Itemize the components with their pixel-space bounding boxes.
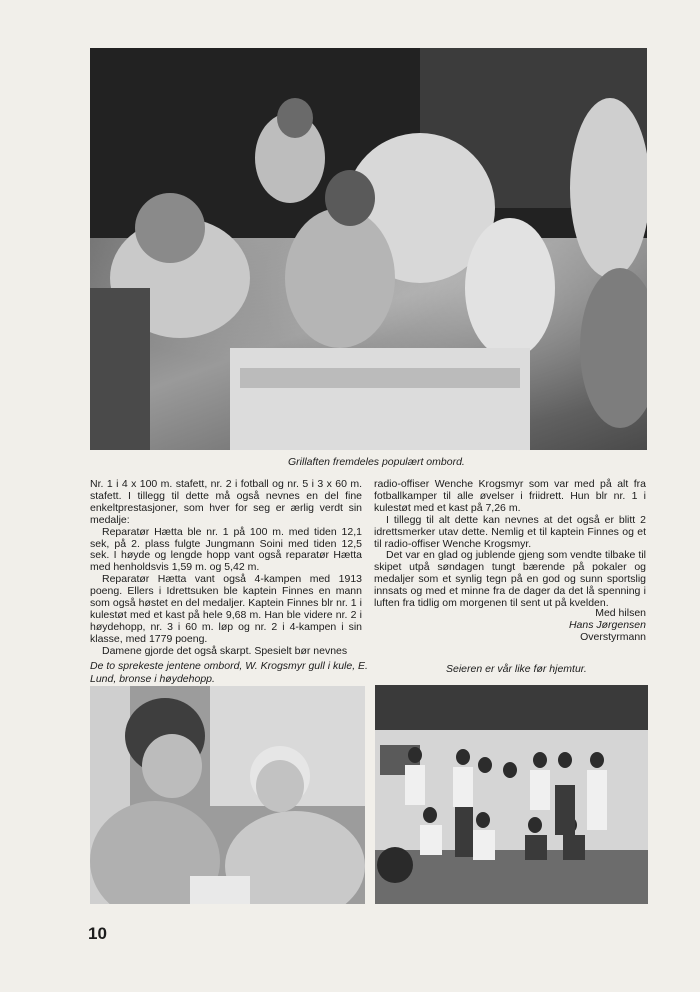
top-photo-caption: Grillaften fremdeles populært ombord.	[288, 456, 465, 468]
team-photo	[375, 685, 648, 904]
right-paragraph: radio-offiser Wenche Krogsmyr som var med på alt fra fotballkamper til alle øvelser i friidrett. Hun blr nr. 1 i kulestøt med et kast på 7,26 m.	[374, 478, 646, 514]
bottom-right-caption: Seieren er vår like før hjemtur.	[446, 663, 587, 675]
bottom-left-caption-line1: De to sprekeste jentene ombord, W. Krogsmyr gull i kule, E.	[90, 660, 368, 672]
right-paragraph: I tillegg til alt dette kan nevnes at det også er blitt 2 idrettsmerker utav dette. Nemlig et til kaptein Finnes og et til radio-offiser Wenche Krogsmyr.	[374, 513, 646, 550]
bottom-left-caption-line2: Lund, bronse i høydehopp.	[90, 673, 215, 685]
two-women-photo-shapes	[90, 686, 365, 904]
left-paragraph: Nr. 1 i 4 x 100 m. stafett, nr. 2 i fotball og nr. 5 i 3 x 60 m. stafett. I tillegg til dette må også nevnes en del fine enkeltprestasjoner, som hver for seg er ærlig verdt sin medalje:	[90, 478, 362, 526]
article-left-column	[90, 479, 362, 658]
grill-party-photo	[90, 48, 647, 450]
team-photo-shapes	[375, 685, 648, 904]
signature-name: Hans Jørgensen	[568, 618, 646, 631]
page-number: 10	[88, 924, 107, 943]
left-paragraph: Reparatør Hætta ble nr. 1 på 100 m. med tiden 12,1 sek, på 2. plass fulgte Jungmann Soini med tiden 12,5 sek. I høyde og lengde hopp vant også reparatør Hætta med henholdsvis 1,59 m. og 5,42 m.	[90, 525, 362, 574]
signature-greeting: Med hilsen	[595, 607, 646, 619]
grill-party-photo-shapes	[90, 48, 647, 450]
two-women-photo	[90, 686, 365, 904]
bottom-left-caption	[90, 660, 380, 686]
signature-title: Overstyrmann	[580, 630, 646, 643]
left-paragraph: Reparatør Hætta vant også 4-kampen med 1913 poeng. Ellers i Idrettsuken ble kaptein Finnes en mann som også høstet en del medaljer. Kaptein Finnes blr nr. 1 i kulestøt med et kast på hele 9,68 m. Han ble videre nr. 2 i høydehopp, nr. 3 i 60 m. løp og nr. 2 i 4-kampen i sin klasse, med 1779 poeng.	[90, 573, 362, 645]
left-paragraph: Damene gjorde det også skarpt. Spesielt bør nevnes	[102, 644, 348, 657]
right-paragraph: Det var en glad og jublende gjeng som vendte tilbake til skipet utpå søndagen tungt bærende på pokaler og medaljer som et synlig tegn på en god og sunn sportslig innsats og med et minne fra de dager da det lå spenning i luften fra tidlig om morgenen til sent ut på kvelden.	[374, 549, 646, 610]
article-right-column	[374, 479, 646, 610]
signature-block	[520, 608, 646, 644]
